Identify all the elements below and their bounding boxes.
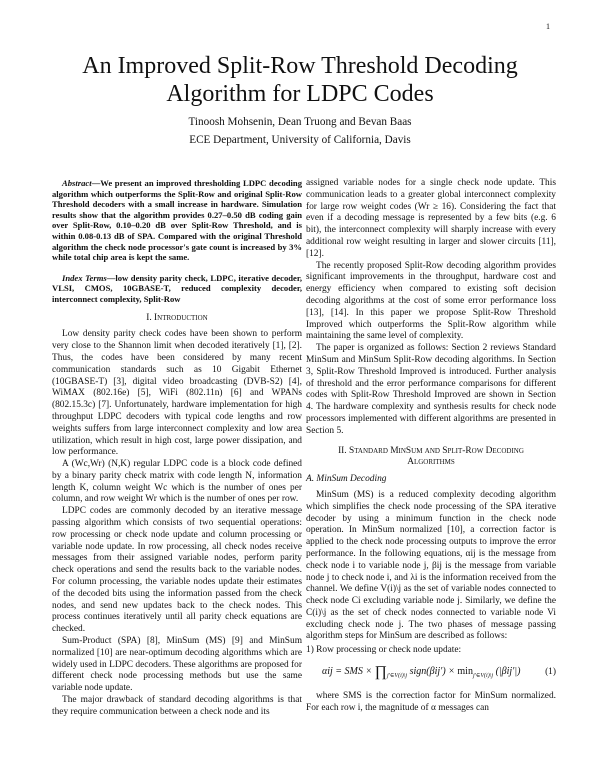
sign-term: sign(βij′) × — [409, 666, 455, 678]
abs-term: (|βij′|) — [495, 666, 521, 678]
index-terms-label: Index Terms — [62, 272, 107, 283]
paragraph: The paper is organized as follows: Section 2 reviews Standard MinSum and MinSum Split-Row decoding algorithms. In Section 3, Split-Row Threshold Improved is introduced. Further analysis of threshold and the error performance comparisons for different codes with Split-Row Threshold Improved are shown in Section 4. The hardware complexity and synthesis results for check node processors implemented with different algorithms are presented in Section 5. — [306, 343, 556, 436]
equation-1 — [306, 659, 556, 689]
equation-lhs: αij = SMS × — [322, 666, 373, 678]
paragraph: MinSum (MS) is a reduced complexity decoding algorithm which simplifies the check node processing of the SPA iterative decoder by using a minimum function in the check node operation. In MinSum normalized [10], a correction factor is applied to the check node processing outputs to improve the error performance. In the following equations, αij is the message from check node i to variable node j, βij is the message from variable node j to check node i, and λi is the information received from the channel. We define V(i)\j as the set of variable nodes connected to check node Ci excluding variable node j. Similarly, we define the C(i)\j as the set of check nodes connected to variable node Vi excluding check node j. The two phases of message passing algorithm steps for MinSum are described as follows: — [306, 489, 556, 642]
page-number: 1 — [546, 22, 550, 31]
abstract-text: —We present an improved thresholding LDPC decoding algorithm which outperforms the Split-Row and original Split-Row Threshold decoders with a small increase in hardware. Simulation results show that the algorithm provides 0.27–0.50 dB coding gain over Split-Row, 0.10–0.20 dB over Split-Row Threshold, and is within 0.08-0.13 dB of SPA. Compared with the original Threshold algorithm the check node processor's gate count is increased by 3% while total chip area is kept the same. — [52, 178, 302, 263]
section-heading-introduction: I. Introduction — [146, 312, 208, 323]
list-item: 1) Row processing or check node update: — [306, 645, 462, 656]
subsection-heading-minsum: A. MinSum Decoding — [306, 474, 387, 485]
right-column — [306, 178, 556, 715]
paragraph: Low density parity check codes have been shown to perform very close to the Shannon limit when decoded iteratively [1], [2]. Thus, the codes have been considered by many recent communication standards such as 10 Gigabit Ethernet (10GBASE-T) [3], digital video broadcasting (DVB-S2) [4], WiMAX (802.16e) [5], WiFi (802.11n) [6] and WPANs (802.15.3c) [7]. Unfortunately, hardware implementation for high throughput LDPC decoders with typical code lengths and row weights suffers from large interconnect complexity and low area utilization, which result in high cost, large power dissipation, and low performance. — [52, 329, 302, 458]
equation-number: (1) — [545, 667, 556, 678]
product-symbol: ∏ — [374, 664, 387, 681]
paragraph: where SMS is the correction factor for MinSum normalized. For each row i, the magnitude of α messages can — [306, 691, 556, 713]
paragraph: LDPC codes are commonly decoded by an iterative message passing algorithm which consists of two sequential operations: row processing or check node update and column processing or variable node update. In row processing, all check nodes receive messages from their assigned variable nodes, perform parity check operations and send the results back to the variable nodes. For column processing, the variable nodes update their estimates of the decoded bits using the information passed from the check nodes, and send new updates back to the check nodes. This process continues iteratively until all parity check equations are checked. — [52, 506, 302, 635]
left-column — [52, 178, 302, 719]
index-terms-text: —low density parity check, LDPC, iterative decoder, VLSI, CMOS, 10GBASE-T, reduced complexity decoder, interconnect complexity, Split-Row — [52, 272, 303, 304]
paragraph: The major drawback of standard decoding algorithms is that they require communication between a check node and its — [52, 695, 302, 717]
affiliation: ECE Department, University of California, Davis — [189, 134, 411, 146]
abstract-label: Abstract — [62, 178, 92, 188]
title-line-1: An Improved Split-Row Threshold Decoding — [82, 53, 518, 79]
product-subscript: j′∈V(i)\j — [387, 673, 408, 680]
section-heading-line-1: II. Standard MinSum and Split-Row Decoding — [338, 445, 524, 456]
min-subscript: j′∈V(i)\j — [472, 673, 494, 680]
paragraph: assigned variable nodes for a single check node update. This communication leads to a greater global interconnect complexity for large row weight codes (Wr ≥ 16). Considering the fact that even if a decoding message is represented by a few bits (e.g. 6 bit), the interconnect complexity will sharply increase with every additional row weight resulting in larger and slower circuits [11], [12]. — [306, 178, 556, 259]
section-heading-standard — [306, 446, 556, 470]
paragraph: The recently proposed Split-Row decoding algorithm provides significant improvements in the throughput, hardware cost and energy efficiency when compared to existing soft decision decoding algorithms at the cost of some error performance loss [13], [14]. In this paper we propose Split-Row Threshold Improved which outperforms the Split-Row algorithm while maintaining the same level of complexity. — [306, 260, 556, 342]
authors: Tinoosh Mohsenin, Dean Truong and Bevan Baas — [188, 116, 412, 128]
title-line-2: Algorithm for LDPC Codes — [166, 81, 434, 107]
abstract — [52, 178, 302, 263]
index-terms — [52, 273, 302, 305]
paper-title — [40, 52, 560, 108]
author-block — [40, 113, 560, 149]
paragraph: A (Wc,Wr) (N,K) regular LDPC code is a block code defined by a binary parity check matrix with code length N, information length K, column weight Wc which is the number of ones per column, and row weight Wr which is the number of ones per row. — [52, 459, 302, 505]
min-operator: min — [457, 666, 473, 678]
paragraph: Sum-Product (SPA) [8], MinSum (MS) [9] and MinSum normalized [10] are near-optimum decoding algorithms which are widely used in LDPC decoders. These algorithms are proposed for different check node processing methods but use the same variable node update. — [52, 636, 302, 694]
section-heading-line-2: Algorithms — [407, 457, 455, 468]
